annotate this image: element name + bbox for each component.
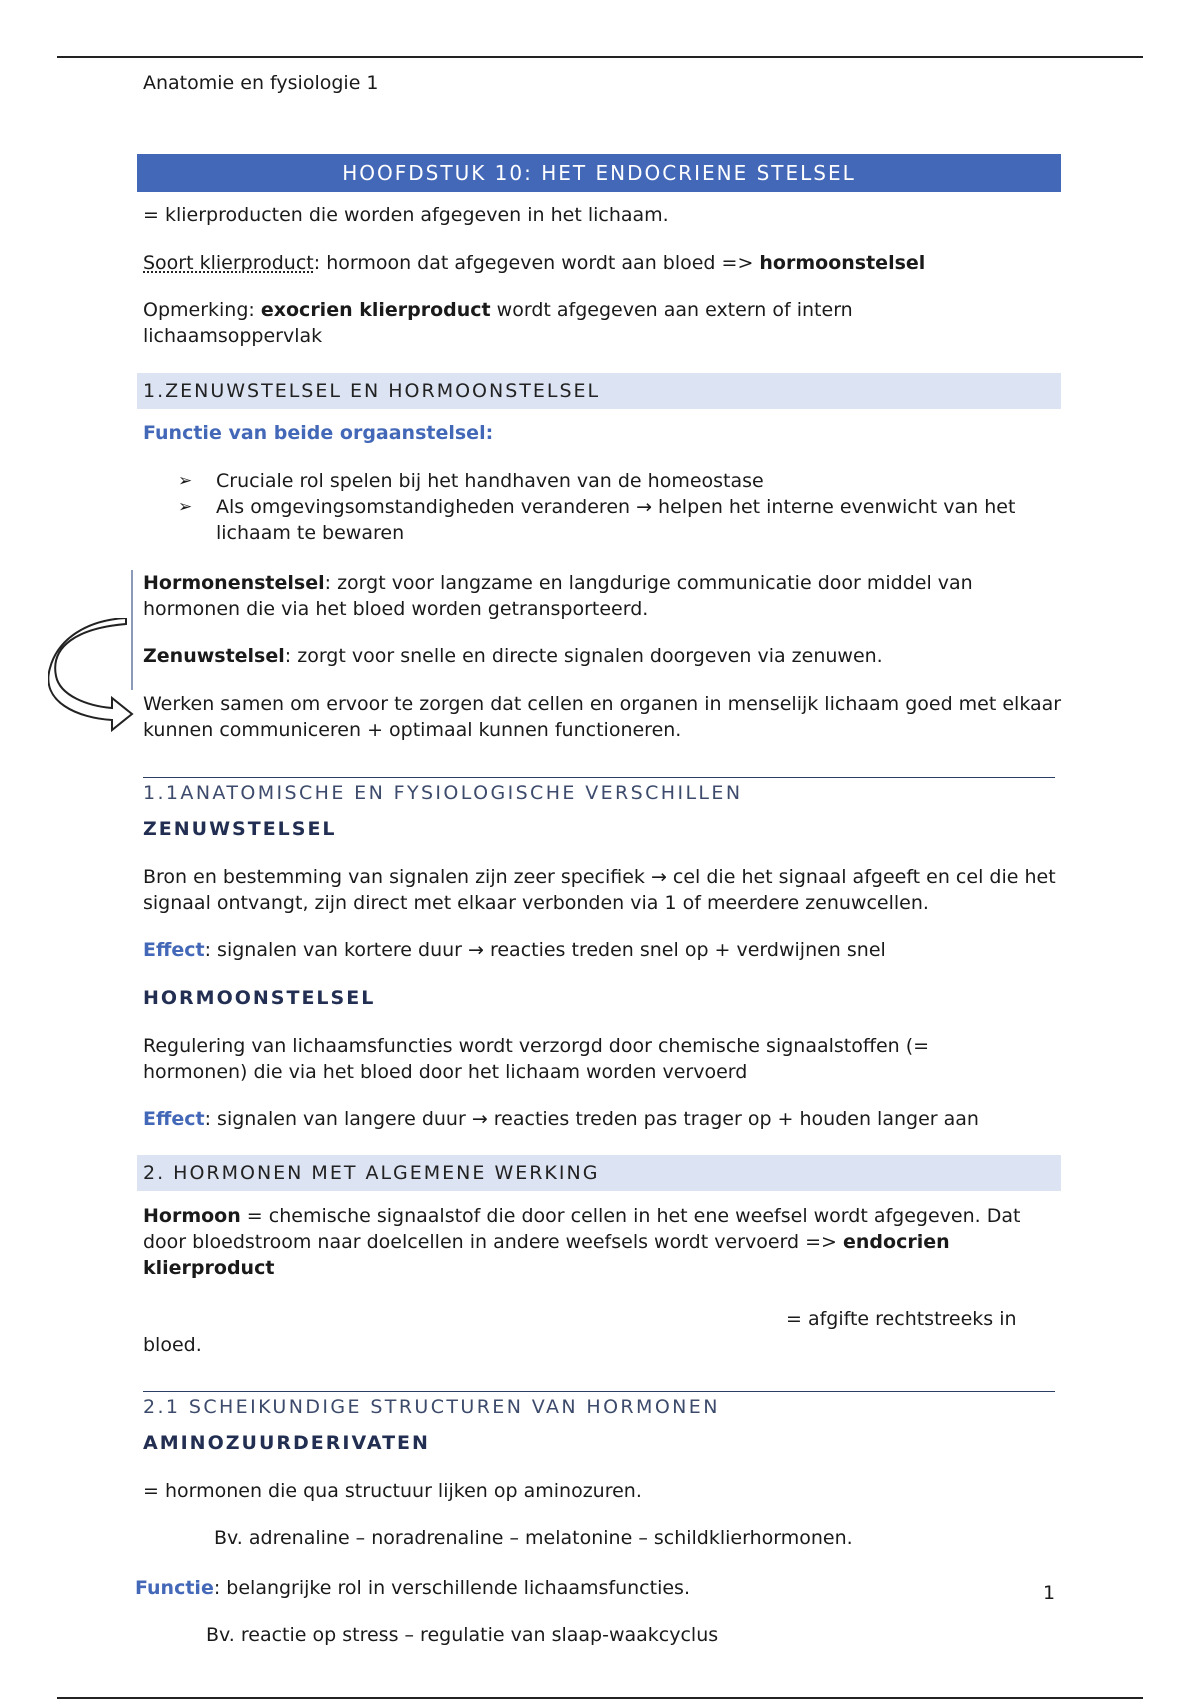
- section2-title: 2. HORMONEN MET ALGEMENE WERKING: [137, 1155, 1061, 1191]
- zenuw-paragraph: [143, 643, 1063, 669]
- amino-example: Bv. adrenaline – noradrenaline – melatonine – schildklierhormonen.: [214, 1527, 853, 1549]
- section1-title: 1.ZENUWSTELSEL EN HORMOONSTELSEL: [137, 373, 1061, 409]
- hormonen-bold: Hormonenstelsel: [143, 572, 325, 594]
- function-list: [178, 468, 1058, 546]
- amino-definition: = hormonen die qua structuur lijken op aminozuren.: [143, 1480, 642, 1502]
- bloed-text: bloed.: [143, 1334, 202, 1356]
- functie-label: Functie: [135, 1577, 214, 1599]
- section2_1-rule: [143, 1391, 1055, 1392]
- bottom-rule: [57, 1697, 1143, 1699]
- bullet-text: Als omgevingsomstandigheden veranderen → helpen het interne evenwicht van het lichaam te bewaren: [216, 496, 1016, 544]
- opmerking-bold: exocrien klierproduct: [260, 299, 491, 321]
- zenuw-description: Bron en bestemming van signalen zijn zeer specifiek → cel die het signaal afgeeft en cel die het signaal ontvangt, zijn direct met elkaar verbonden via 1 of meerdere zenuwcellen.: [143, 866, 1056, 914]
- hormonen-paragraph: [143, 570, 1063, 622]
- curved-arrow-icon: [48, 618, 138, 734]
- soort-label: Soort klierproduct: [143, 252, 314, 274]
- soort-paragraph: [143, 250, 1063, 276]
- zenuw-effect: [143, 937, 1063, 963]
- hormoon-effect-label: Effect: [143, 1108, 205, 1130]
- chapter-title: HOOFDSTUK 10: HET ENDOCRIENE STELSEL: [137, 154, 1061, 192]
- functie-example: Bv. reactie op stress – regulatie van slaap-waakcyclus: [206, 1624, 719, 1646]
- opmerking-paragraph: [143, 297, 943, 349]
- zenuw-text: : zorgt voor snelle en directe signalen doorgeven via zenuwen.: [284, 645, 883, 667]
- functie-paragraph: [135, 1575, 690, 1601]
- hormoon-description: Regulering van lichaamsfuncties wordt verzorgd door chemische signaalstoffen (= hormonen) die via het bloed door het lichaam worden vervoerd: [143, 1035, 930, 1083]
- chapter-intro: = klierproducten die worden afgegeven in het lichaam.: [143, 204, 669, 226]
- opmerking-text: wordt afgegeven aan extern of intern lichaamsoppervlak: [143, 299, 853, 347]
- list-item: [178, 494, 1058, 546]
- bullet-text: Cruciale rol spelen bij het handhaven van de homeostase: [216, 470, 764, 492]
- running-header: Anatomie en fysiologie 1: [143, 72, 379, 94]
- list-item: [178, 468, 1058, 494]
- hormoon-def-bold2: endocrien klierproduct: [143, 1231, 950, 1279]
- arrow-bullet-icon: ➢: [178, 471, 193, 491]
- zenuw-effect-text: : signalen van kortere duur → reacties treden snel op + verdwijnen snel: [204, 939, 886, 961]
- opmerking-label: Opmerking:: [143, 299, 261, 321]
- hormoon-def-bold: Hormoon: [143, 1205, 241, 1227]
- zenuw-bold: Zenuwstelsel: [143, 645, 285, 667]
- functie-text: : belangrijke rol in verschillende lichaamsfuncties.: [213, 1577, 690, 1599]
- soort-bold: hormoonstelsel: [759, 252, 926, 274]
- afgifte-text: = afgifte rechtstreeks in: [786, 1308, 1017, 1330]
- top-rule: [57, 56, 1143, 58]
- soort-text: : hormoon dat afgegeven wordt aan bloed =>: [313, 252, 760, 274]
- samen-paragraph: Werken samen om ervoor te zorgen dat cellen en organen in menselijk lichaam goed met elkaar kunnen communiceren + optimaal kunnen functioneren.: [143, 693, 1062, 741]
- hormonen-text: : zorgt voor langzame en langdurige communicatie door middel van hormonen die via het bloed worden getransporteerd.: [143, 572, 973, 620]
- zenuw-heading: ZENUWSTELSEL: [143, 818, 337, 840]
- section1_1-title: 1.1ANATOMISCHE EN FYSIOLOGISCHE VERSCHILLEN: [143, 782, 743, 804]
- hormoon-heading: HORMOONSTELSEL: [143, 987, 376, 1009]
- hormoon-definition: [143, 1203, 1058, 1281]
- function-heading: Functie van beide orgaanstelsel:: [143, 422, 494, 444]
- hormoon-def-text: = chemische signaalstof die door cellen in het ene weefsel wordt afgegeven. Dat door bloedstroom naar doelcellen in andere weefsels wordt vervoerd =>: [143, 1205, 1021, 1253]
- zenuw-effect-label: Effect: [143, 939, 205, 961]
- section2_1-title: 2.1 SCHEIKUNDIGE STRUCTUREN VAN HORMONEN: [143, 1396, 720, 1418]
- section1_1-rule: [143, 777, 1055, 778]
- arrow-bullet-icon: ➢: [178, 497, 193, 517]
- amino-heading: AMINOZUURDERIVATEN: [143, 1432, 430, 1454]
- page-number: 1: [1043, 1582, 1056, 1604]
- hormoon-effect: [143, 1106, 1083, 1132]
- hormoon-effect-text: : signalen van langere duur → reacties treden pas trager op + houden langer aan: [204, 1108, 979, 1130]
